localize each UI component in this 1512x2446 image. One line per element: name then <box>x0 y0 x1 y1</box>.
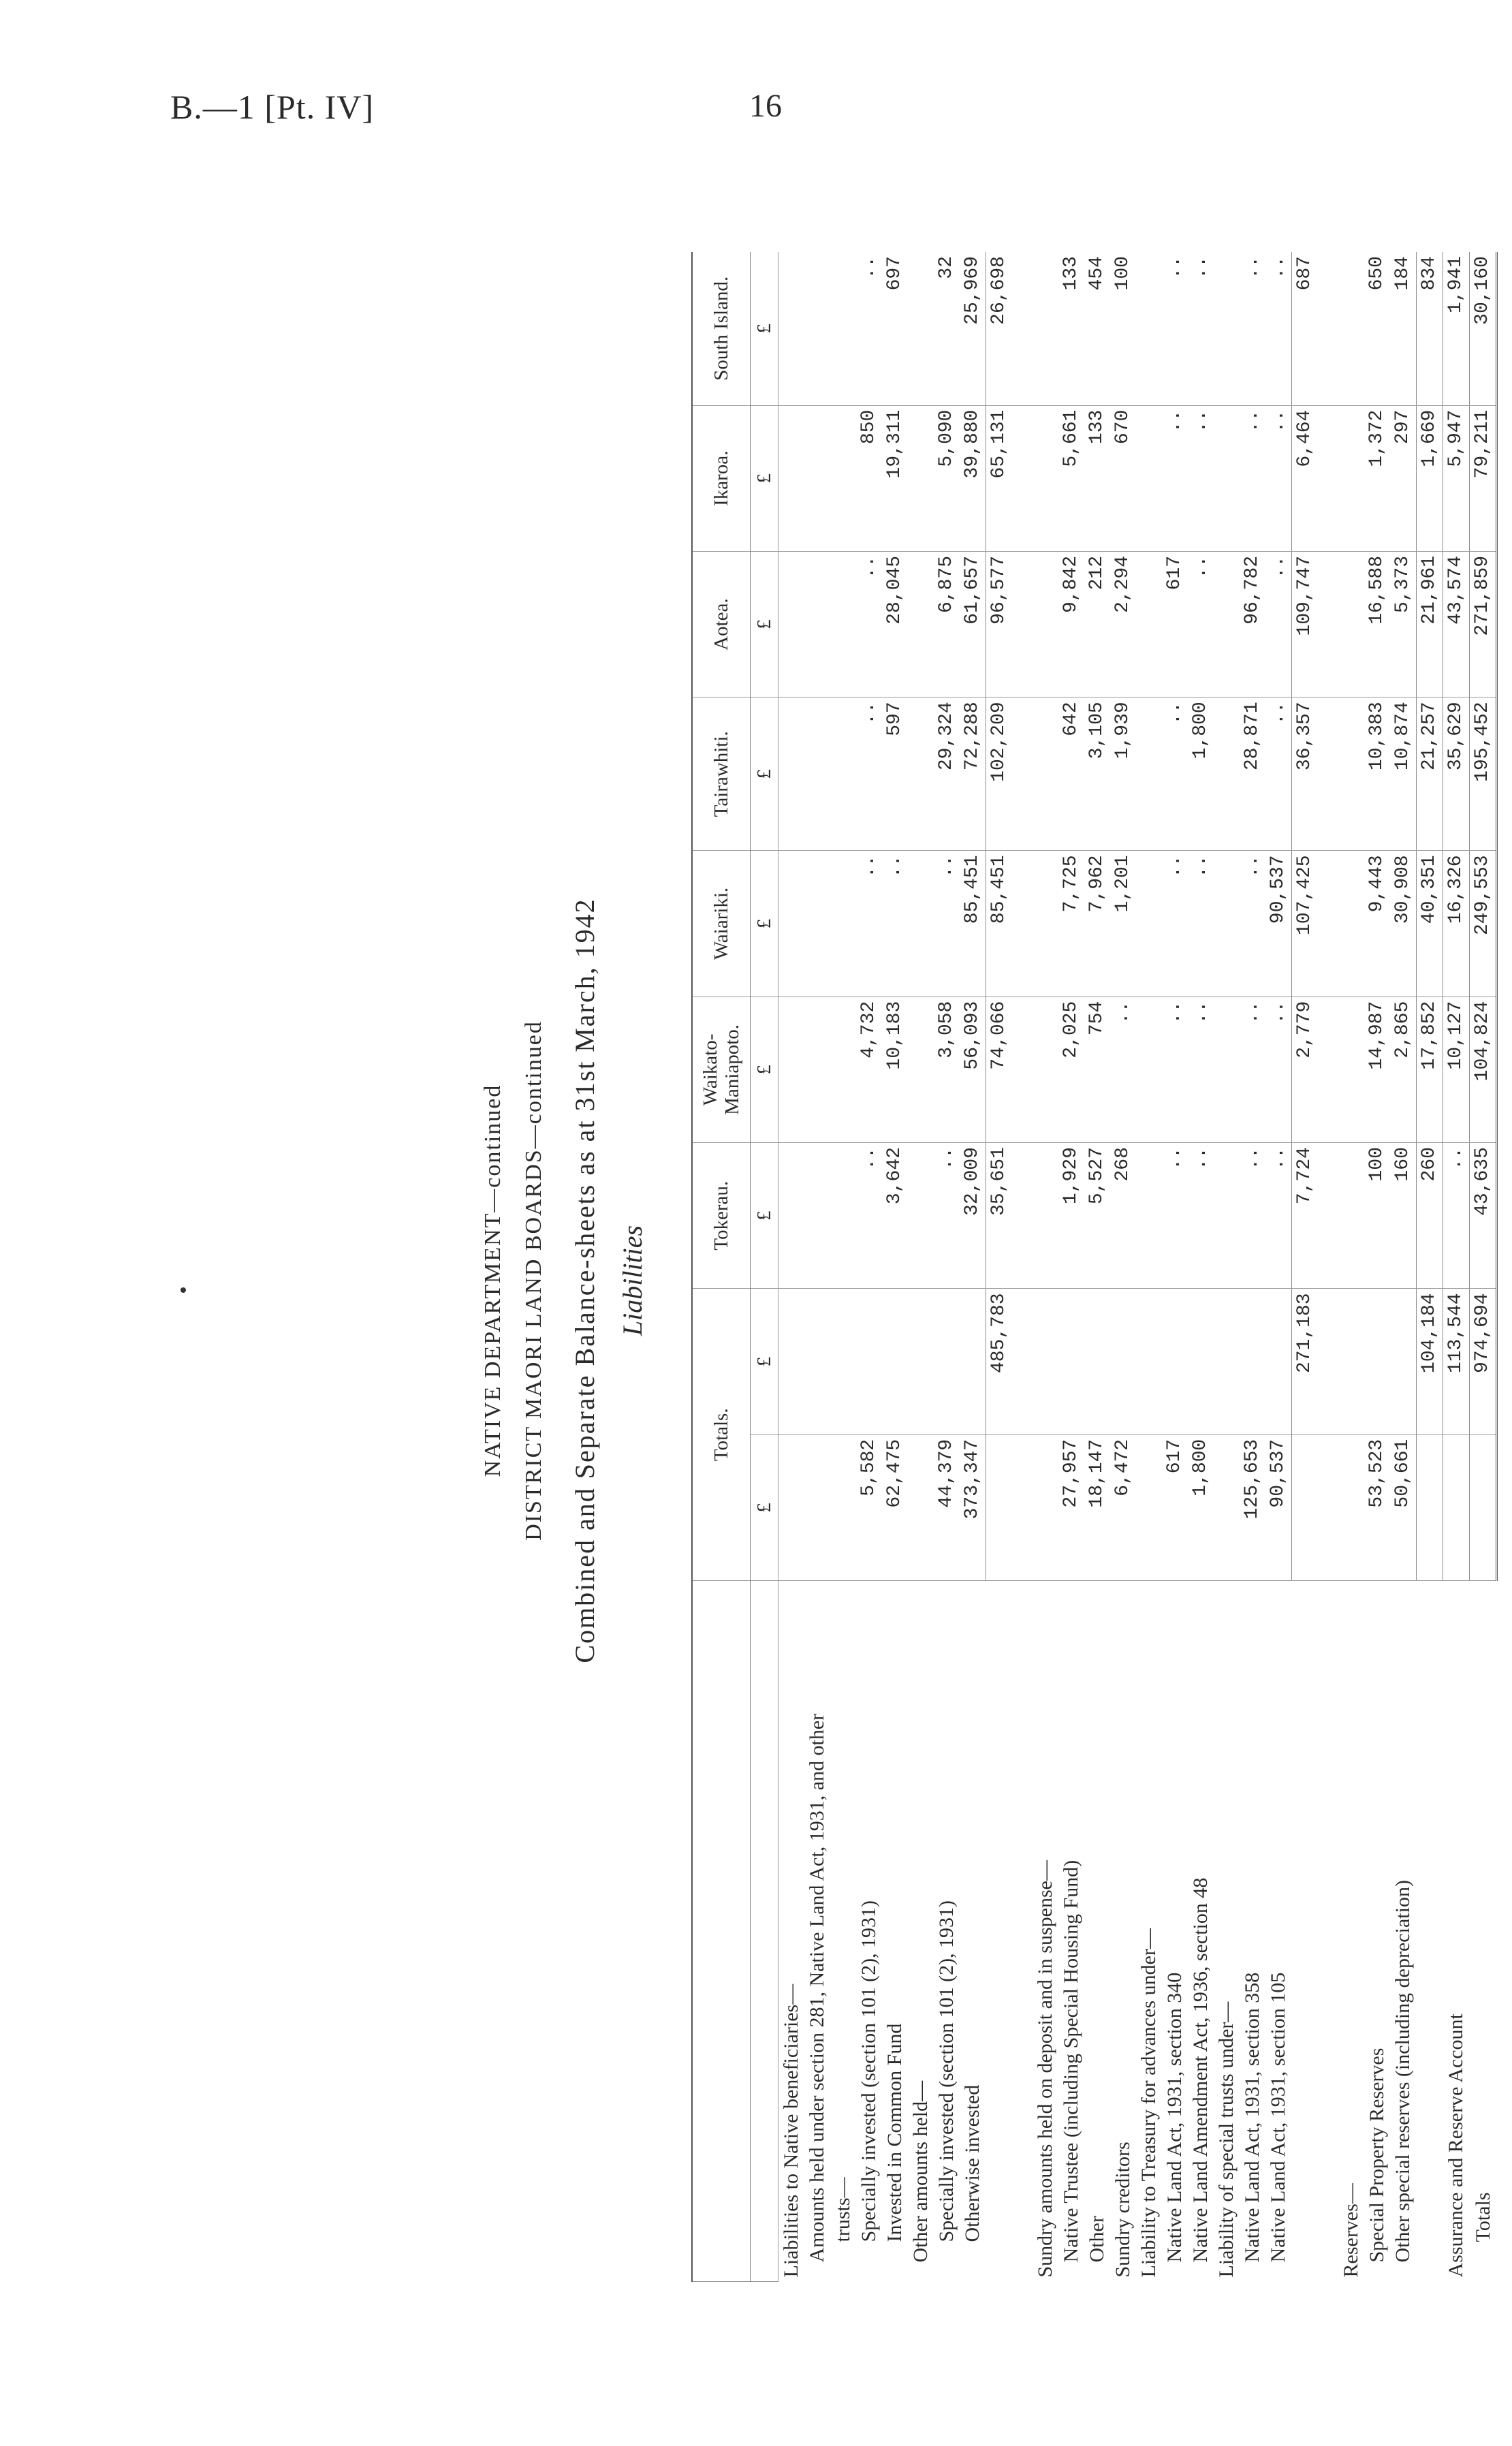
cell-south-island: 834 <box>1417 252 1443 405</box>
sheet-subtitle: Combined and Separate Balance-sheets as at 31st March, 1942 <box>569 898 600 1663</box>
cell-tokerau: 35,651 <box>986 1143 1013 1289</box>
cell-waikato: 4,732 <box>856 997 882 1142</box>
subtotal-row <box>1417 252 1443 2282</box>
cell-waikato: .. <box>1162 997 1188 1142</box>
cell-tairawhiti: 21,257 <box>1417 697 1443 851</box>
cell-waikato: 10,127 <box>1443 997 1470 1142</box>
cell-south-island: 454 <box>1084 252 1110 405</box>
cell-total: 125,653 <box>1240 1434 1265 1580</box>
cell-ikaroa: 19,311 <box>882 405 908 551</box>
cell-ikaroa: 5,090 <box>934 405 960 551</box>
row-label: Other amounts held— <box>909 2080 932 2263</box>
cell-aotea: 61,657 <box>960 551 986 697</box>
cell-aotea: .. <box>1188 551 1214 697</box>
cell-grand: 974,694 <box>1470 1289 1497 1434</box>
cell-waikato: 2,779 <box>1292 997 1319 1142</box>
header-tokerau: Tokerau. <box>692 1143 751 1289</box>
cell-aotea: 96,782 <box>1240 551 1265 697</box>
row-label: Amounts held under section 281, Native Land Act, 1931, and other <box>806 1713 828 2263</box>
table-row <box>1188 252 1214 2282</box>
unit-row <box>751 252 778 2282</box>
row-label: Otherwise invested <box>961 2084 984 2242</box>
header-waikato: Waikato-Maniapoto. <box>692 997 751 1142</box>
cell-total: 50,661 <box>1390 1434 1417 1580</box>
cell-waiariki: .. <box>1240 851 1265 997</box>
cell-waiariki: .. <box>934 851 960 997</box>
cell-tairawhiti: 35,629 <box>1443 697 1470 851</box>
cell-south-island: 1,941 <box>1443 252 1470 405</box>
cell-ikaroa: 297 <box>1390 405 1417 551</box>
cell-grand: 113,544 <box>1443 1289 1470 1434</box>
section-title: Liabilities <box>617 1225 648 1336</box>
cell-south-island: .. <box>856 252 882 405</box>
cell-south-island: 687 <box>1292 252 1319 405</box>
cell-waikato: .. <box>1265 997 1292 1142</box>
cell-waiariki: .. <box>856 851 882 997</box>
cell-waiariki: 85,451 <box>986 851 1013 997</box>
cell-tairawhiti: 1,939 <box>1110 697 1136 851</box>
row-label: Special Property Reserves <box>1366 2048 1388 2263</box>
cell-waiariki: 107,425 <box>1292 851 1319 997</box>
header-totals: Totals. <box>692 1289 751 1581</box>
cell-ikaroa: 79,211 <box>1470 405 1497 551</box>
cell-tairawhiti: .. <box>856 697 882 851</box>
table-header-row <box>692 252 751 2282</box>
row-label: Native Land Amendment Act, 1936, section 48 <box>1189 1877 1212 2263</box>
cell-waiariki: 30,908 <box>1390 851 1417 997</box>
cell-total: 27,957 <box>1058 1434 1084 1580</box>
row-label: trusts— <box>832 2177 854 2242</box>
cell-waikato: 74,066 <box>986 997 1013 1142</box>
cell-waiariki: 9,443 <box>1364 851 1390 997</box>
cell-tokerau: 43,635 <box>1470 1143 1497 1289</box>
header-aotea: Aotea. <box>692 551 751 697</box>
cell-waiariki: 1,201 <box>1110 851 1136 997</box>
cell-south-island: 184 <box>1390 252 1417 405</box>
cell-tairawhiti: .. <box>1162 697 1188 851</box>
cell-south-island: .. <box>1240 252 1265 405</box>
header-blank <box>692 1581 751 2282</box>
table-row <box>804 252 830 2282</box>
totals-row <box>1470 252 1497 2282</box>
cell-south-island: .. <box>1188 252 1214 405</box>
cell-aotea: 28,045 <box>882 551 908 697</box>
cell-tairawhiti: 72,288 <box>960 697 986 851</box>
cell-waiariki: 90,537 <box>1265 851 1292 997</box>
cell-tokerau: 32,009 <box>960 1143 986 1289</box>
table-row <box>1364 252 1390 2282</box>
cell-waiariki: 16,326 <box>1443 851 1470 997</box>
cell-waikato: 104,824 <box>1470 997 1497 1142</box>
cell-south-island: 32 <box>934 252 960 405</box>
cell-tokerau: .. <box>856 1143 882 1289</box>
rotated-balance-sheet <box>473 252 1494 2309</box>
cell-tokerau: 160 <box>1390 1143 1417 1289</box>
cell-waikato: 754 <box>1084 997 1110 1142</box>
cell-south-island: 25,969 <box>960 252 986 405</box>
cell-waiariki: .. <box>1162 851 1188 997</box>
table-row <box>1033 252 1058 2282</box>
cell-south-island: 133 <box>1058 252 1084 405</box>
table-row <box>882 252 908 2282</box>
row-label: Other special reserves (including depreciation) <box>1391 1880 1415 2263</box>
cell-tairawhiti: 36,357 <box>1292 697 1319 851</box>
cell-south-island: .. <box>1265 252 1292 405</box>
table-row <box>1214 252 1240 2282</box>
cell-tairawhiti: 29,324 <box>934 697 960 851</box>
cell-tairawhiti: 195,452 <box>1470 697 1497 851</box>
cell-waiariki: 249,553 <box>1470 851 1497 997</box>
header-tairawhiti: Tairawhiti. <box>692 697 751 851</box>
cell-tokerau: .. <box>1162 1143 1188 1289</box>
cell-ikaroa: 65,131 <box>986 405 1013 551</box>
cell-south-island: 697 <box>882 252 908 405</box>
cell-aotea: 43,574 <box>1443 551 1470 697</box>
cell-total: 617 <box>1162 1434 1188 1580</box>
cell-tokerau: .. <box>1188 1143 1214 1289</box>
cell-tokerau: 5,527 <box>1084 1143 1110 1289</box>
table-row <box>1084 252 1110 2282</box>
cell-total: 1,800 <box>1188 1434 1214 1580</box>
cell-waikato: 56,093 <box>960 997 986 1142</box>
cell-ikaroa: 133 <box>1084 405 1110 551</box>
cell-tairawhiti: 642 <box>1058 697 1084 851</box>
cell-waikato: .. <box>1188 997 1214 1142</box>
cell-aotea: 271,859 <box>1470 551 1497 697</box>
unit-cell: £ <box>751 405 778 551</box>
cell-ikaroa: 1,372 <box>1364 405 1390 551</box>
cell-aotea: 212 <box>1084 551 1110 697</box>
cell-ikaroa: 6,464 <box>1292 405 1319 551</box>
row-label: Liability to Treasury for advances under— <box>1137 1928 1160 2278</box>
row-label: Reserves— <box>1340 2183 1362 2278</box>
page-number: 16 <box>749 88 782 124</box>
cell-tokerau: .. <box>934 1143 960 1289</box>
cell-aotea: 21,961 <box>1417 551 1443 697</box>
cell-waiariki: .. <box>882 851 908 997</box>
cell-ikaroa: 39,880 <box>960 405 986 551</box>
cell-tokerau: .. <box>1265 1143 1292 1289</box>
row-label: Native Land Act, 1931, section 105 <box>1267 1972 1290 2263</box>
cell-tokerau: 100 <box>1364 1143 1390 1289</box>
cell-aotea: 2,294 <box>1110 551 1136 697</box>
cell-waikato: 3,058 <box>934 997 960 1142</box>
row-label: Native Land Act, 1931, section 358 <box>1241 1972 1263 2263</box>
cell-waikato: .. <box>1240 997 1265 1142</box>
unit-cell: £ <box>751 851 778 997</box>
department-title: NATIVE DEPARTMENT—continued <box>480 1084 505 1477</box>
ink-dot <box>180 1287 186 1293</box>
cell-total: 18,147 <box>1084 1434 1110 1580</box>
unit-cell: £ <box>751 697 778 851</box>
row-label: Totals <box>1471 2192 1494 2242</box>
cell-ikaroa: .. <box>1188 405 1214 551</box>
cell-tokerau: 7,724 <box>1292 1143 1319 1289</box>
subtotal-row <box>986 252 1013 2282</box>
cell-aotea: 6,875 <box>934 551 960 697</box>
cell-south-island: 26,698 <box>986 252 1013 405</box>
table-row <box>1162 252 1188 2282</box>
unit-cell: £ <box>751 1143 778 1289</box>
cell-waiariki: .. <box>1188 851 1214 997</box>
cell-total: 62,475 <box>882 1434 908 1580</box>
table-row <box>1338 252 1364 2282</box>
cell-aotea: 96,577 <box>986 551 1013 697</box>
table-row <box>1110 252 1136 2282</box>
cell-tokerau: 1,929 <box>1058 1143 1084 1289</box>
cell-south-island: 30,160 <box>1470 252 1497 405</box>
cell-total: 53,523 <box>1364 1434 1390 1580</box>
cell-waiariki: 7,725 <box>1058 851 1084 997</box>
cell-tairawhiti: 1,800 <box>1188 697 1214 851</box>
cell-tairawhiti: 10,383 <box>1364 697 1390 851</box>
cell-tokerau: 260 <box>1417 1143 1443 1289</box>
cell-tokerau: 268 <box>1110 1143 1136 1289</box>
cell-tairawhiti: 10,874 <box>1390 697 1417 851</box>
cell-waikato: 17,852 <box>1417 997 1443 1142</box>
cell-waikato: .. <box>1110 997 1136 1142</box>
cell-tairawhiti: 3,105 <box>1084 697 1110 851</box>
table-row <box>1390 252 1417 2282</box>
table-row <box>856 252 882 2282</box>
table-row <box>778 252 805 2282</box>
table-row <box>908 252 934 2282</box>
cell-ikaroa: 850 <box>856 405 882 551</box>
row-label: Native Land Act, 1931, section 340 <box>1163 1972 1186 2263</box>
cell-tokerau: .. <box>1240 1143 1265 1289</box>
cell-aotea: 5,373 <box>1390 551 1417 697</box>
table-row <box>830 252 856 2282</box>
row-label: Invested in Common Fund <box>883 2023 906 2242</box>
cell-tairawhiti: 28,871 <box>1240 697 1265 851</box>
header-south-island: South Island. <box>692 252 751 405</box>
cell-aotea: 9,842 <box>1058 551 1084 697</box>
cell-waikato: 2,865 <box>1390 997 1417 1142</box>
table-row <box>1443 252 1470 2282</box>
row-label: Specially invested (section 101 (2), 1931) <box>935 1900 958 2242</box>
row-label: Assurance and Reserve Account <box>1445 2013 1467 2278</box>
cell-tairawhiti: 597 <box>882 697 908 851</box>
unit-cell: £ <box>751 252 778 405</box>
cell-ikaroa: 5,947 <box>1443 405 1470 551</box>
table-row <box>934 252 960 2282</box>
cell-total: 6,472 <box>1110 1434 1136 1580</box>
boards-title: DISTRICT MAORI LAND BOARDS—continued <box>521 1020 546 1541</box>
cell-south-island: .. <box>1162 252 1188 405</box>
cell-waikato: 14,987 <box>1364 997 1390 1142</box>
cell-waiariki: 7,962 <box>1084 851 1110 997</box>
title-block <box>473 252 698 2309</box>
liabilities-table <box>691 252 1498 2282</box>
cell-ikaroa: .. <box>1240 405 1265 551</box>
cell-aotea: 617 <box>1162 551 1188 697</box>
table-row <box>1240 252 1265 2282</box>
row-label: Liabilities to Native beneficiaries— <box>780 1984 802 2278</box>
cell-aotea: .. <box>1265 551 1292 697</box>
cell-tokerau: 3,642 <box>882 1143 908 1289</box>
cell-total: 44,379 <box>934 1434 960 1580</box>
cell-grand: 271,183 <box>1292 1289 1319 1434</box>
cell-ikaroa: 5,661 <box>1058 405 1084 551</box>
page-reference: B.—1 [Pt. IV] <box>170 88 375 126</box>
row-label: Other <box>1086 2216 1108 2263</box>
cell-waikato: 2,025 <box>1058 997 1084 1142</box>
cell-aotea: 16,588 <box>1364 551 1390 697</box>
unit-cell: £ <box>751 1289 778 1434</box>
row-label: Sundry creditors <box>1112 2142 1134 2278</box>
subtotal-row <box>1292 252 1319 2282</box>
cell-waiariki: 85,451 <box>960 851 986 997</box>
table-row <box>1265 252 1292 2282</box>
row-label: Liability of special trusts under— <box>1215 2001 1238 2278</box>
header-ikaroa: Ikaroa. <box>692 405 751 551</box>
cell-waikato: 10,183 <box>882 997 908 1142</box>
cell-grand: 485,783 <box>986 1289 1013 1434</box>
cell-total: 90,537 <box>1265 1434 1292 1580</box>
header-waiariki: Waiariki. <box>692 851 751 997</box>
row-label: Specially invested (section 101 (2), 1931) <box>857 1900 880 2242</box>
cell-total: 373,347 <box>960 1434 986 1580</box>
unit-cell: £ <box>751 1434 778 1580</box>
cell-ikaroa: .. <box>1162 405 1188 551</box>
cell-tairawhiti: 102,209 <box>986 697 1013 851</box>
unit-cell: £ <box>751 997 778 1142</box>
cell-total: 5,582 <box>856 1434 882 1580</box>
table-row <box>1058 252 1084 2282</box>
cell-south-island: 100 <box>1110 252 1136 405</box>
table-row <box>1136 252 1162 2282</box>
cell-south-island: 650 <box>1364 252 1390 405</box>
table-row <box>960 252 986 2282</box>
row-label: Sundry amounts held on deposit and in suspense— <box>1034 1860 1056 2278</box>
cell-ikaroa: 670 <box>1110 405 1136 551</box>
cell-ikaroa: .. <box>1265 405 1292 551</box>
cell-waiariki: 40,351 <box>1417 851 1443 997</box>
cell-aotea: .. <box>856 551 882 697</box>
cell-ikaroa: 1,669 <box>1417 405 1443 551</box>
cell-aotea: 109,747 <box>1292 551 1319 697</box>
unit-blank <box>751 1581 778 2282</box>
cell-grand: 104,184 <box>1417 1289 1443 1434</box>
unit-cell: £ <box>751 551 778 697</box>
cell-tokerau: .. <box>1443 1143 1470 1289</box>
cell-tairawhiti: .. <box>1265 697 1292 851</box>
row-label: Native Trustee (including Special Housing Fund) <box>1060 1860 1082 2263</box>
